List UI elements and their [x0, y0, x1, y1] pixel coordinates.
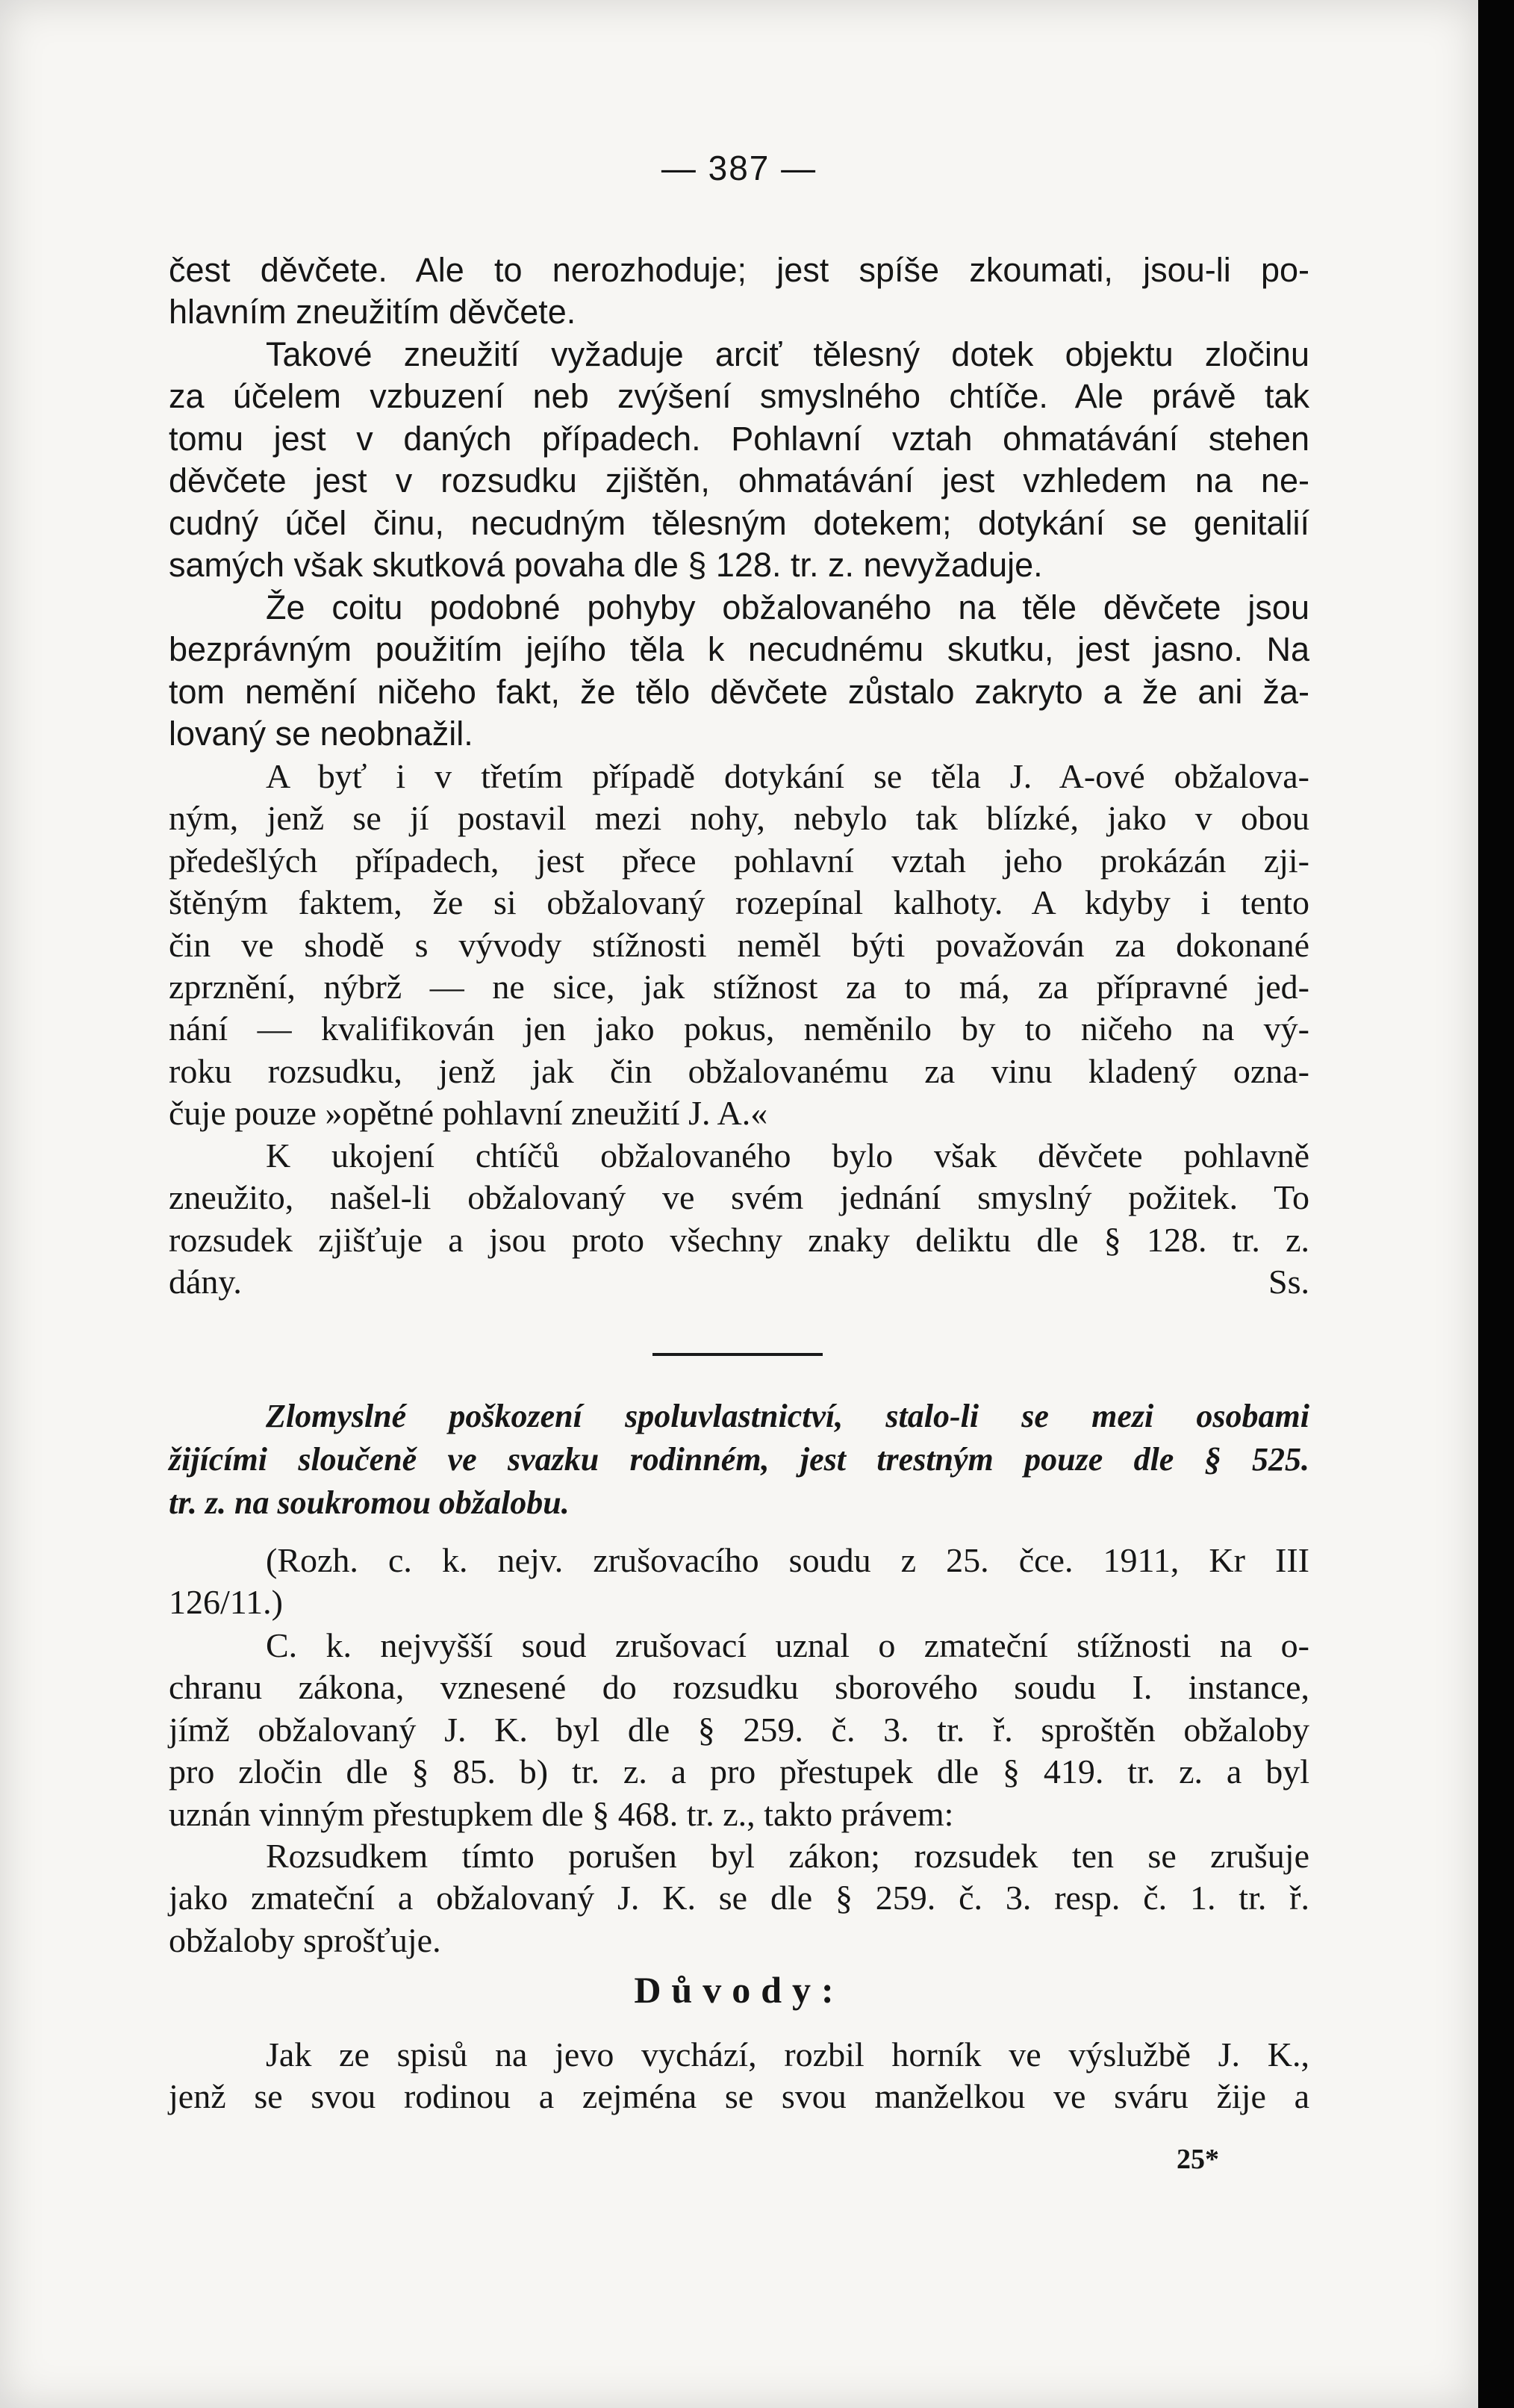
heading-line: tr. z. na soukromou obžalobu. — [169, 1484, 570, 1521]
text-line: jenž se svou rodinou a zejména se svou manželkou ve sváru žije a — [169, 2077, 1309, 2116]
text-line: předešlých případech, jest přece pohlavní vztah jeho prokázán zji- — [169, 841, 1309, 880]
text-line: lovaný se neobnažil. — [169, 715, 473, 753]
page-number: — 387 — — [661, 149, 817, 187]
text-line: Jak ze spisů na jevo vychází, rozbil horník ve výslužbě J. K., — [266, 2035, 1309, 2073]
scan-border — [1478, 0, 1514, 2408]
text-line: tom nemění ničeho fakt, že tělo děvčete zůstalo zakryto a že ani ža- — [169, 672, 1309, 711]
text-line: dány. — [169, 1263, 242, 1301]
text-line: Že coitu podobné pohyby obžalovaného na těle děvčete jsou — [266, 588, 1309, 626]
text-line: děvčete jest v rozsudku zjištěn, ohmatávání jest vzhledem na ne- — [169, 461, 1309, 500]
text-line: pro zločin dle § 85. b) tr. z. a pro přestupek dle § 419. tr. z. a byl — [169, 1752, 1309, 1791]
text-line: ným, jenž se jí postavil mezi nohy, nebylo tak blízké, jako v obou — [169, 799, 1309, 838]
heading-line: Zlomyslné poškození spoluvlastnictví, stalo-li se mezi osobami — [266, 1398, 1309, 1434]
text-line: štěným faktem, že si obžalovaný rozepínal kalhoty. A kdyby i tento — [169, 883, 1309, 922]
paragraph-third-case — [169, 756, 1309, 1135]
text-line: za účelem vzbuzení neb zvýšení smyslného chtíče. Ale právě tak — [169, 377, 1309, 416]
text-line: cudný účel činu, necudným tělesným dotekem; dotykání se genitalií — [169, 503, 1309, 542]
paragraph-coitus — [169, 587, 1309, 756]
heading-line: žijícími sloučeně ve svazku rodinném, jest trestným pouze dle § 525. — [169, 1441, 1309, 1478]
text-line: nání — kvalifikován jen jako pokus, neměnilo by to ničeho na vý- — [169, 1009, 1309, 1048]
section-divider — [652, 1353, 823, 1356]
text-line: čin ve shodě s vývody stížnosti neměl býti považován za dokonané — [169, 925, 1309, 964]
text-line: čuje pouze »opětné pohlavní zneužití J. A.« — [169, 1094, 768, 1133]
text-line: zprznění, nýbrž — ne sice, jak stížnost za to má, za přípravné jed- — [169, 968, 1309, 1007]
text-line: jímž obžalovaný J. K. byl dle § 259. č. 3. tr. ř. sproštěn obžaloby — [169, 1710, 1309, 1749]
text-line: C. k. nejvyšší soud zrušovací uznal o zmateční stížnosti na o- — [266, 1626, 1309, 1664]
text-line: obžaloby sprošťuje. — [169, 1920, 441, 1959]
paragraph-contact — [169, 334, 1309, 586]
text-line: tomu jest v daných případech. Pohlavní vztah ohmatávání stehen — [169, 419, 1309, 458]
text-line: zneužito, našel-li obžalovaný ve svém jednání smyslný požitek. To — [169, 1178, 1309, 1217]
decision-reference — [169, 1540, 1309, 1624]
text-line: bezprávným použitím jejího těla k necudnému skutku, jest jasno. Na — [169, 630, 1309, 669]
text-line: jako zmateční a obžalovaný J. K. se dle § 259. č. 3. resp. č. 1. tr. ř. — [169, 1879, 1309, 1917]
author-signature: Ss. — [1268, 1263, 1309, 1301]
paragraph-conclusion — [169, 1135, 1309, 1304]
text-line: A byť i v třetím případě dotykání se těla J. A-ové obžalova- — [266, 757, 1309, 795]
text-line: (Rozh. c. k. nejv. zrušovacího soudu z 25. čce. 1911, Kr III — [266, 1541, 1309, 1579]
text-line: čest děvčete. Ale to nerozhoduje; jest spíše zkoumati, jsou-li po- — [169, 251, 1309, 289]
ruling-paragraph — [169, 1625, 1309, 1835]
text-line: hlavním zneužitím děvčete. — [169, 293, 576, 332]
sheet-signature: 25* — [1177, 2144, 1219, 2175]
text-line: Rozsudkem tímto porušen byl zákon; rozsudek ten se zrušuje — [266, 1837, 1309, 1875]
section-title: Důvody: — [634, 1969, 844, 2011]
case-heading — [169, 1395, 1309, 1525]
paragraph-continuation — [169, 249, 1309, 334]
text-line: uznán vinným přestupkem dle § 468. tr. z., takto právem: — [169, 1794, 954, 1833]
reasons-paragraph — [169, 2034, 1309, 2118]
text-line: K ukojení chtíčů obžalovaného bylo však děvčete pohlavně — [266, 1136, 1309, 1175]
text-line: 126/11.) — [169, 1583, 283, 1622]
verdict-paragraph — [169, 1835, 1309, 1961]
text-line: roku rozsudku, jenž jak čin obžalovanému za vinu kladený ozna- — [169, 1051, 1309, 1090]
signature-line — [169, 1261, 1309, 1303]
text-line: samých však skutková povaha dle § 128. tr. z. nevyžaduje. — [169, 546, 1043, 585]
text-line: chranu zákona, vznesené do rozsudku sborového soudu I. instance, — [169, 1668, 1309, 1707]
text-line: Takové zneužití vyžaduje arciť tělesný dotek objektu zločinu — [266, 335, 1309, 373]
text-line: rozsudek zjišťuje a jsou proto všechny znaky deliktu dle § 128. tr. z. — [169, 1220, 1309, 1259]
